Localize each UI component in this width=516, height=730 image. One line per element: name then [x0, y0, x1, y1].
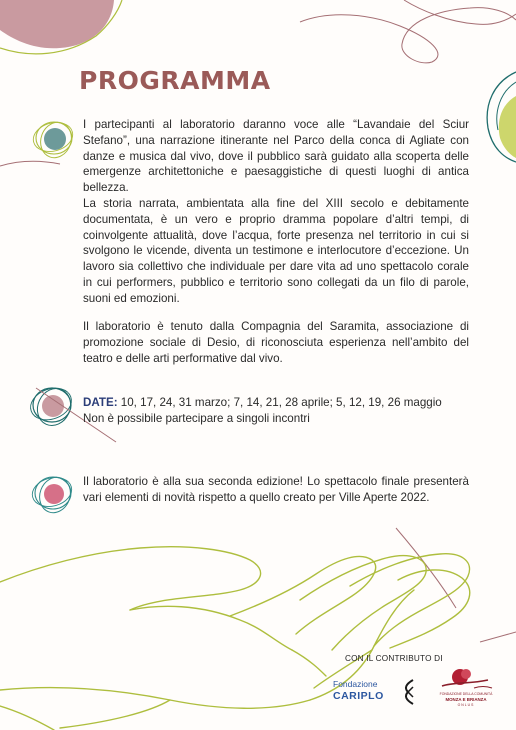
mauve-blob: [0, 0, 114, 48]
monza-caption-3: ONLUS: [457, 703, 475, 707]
right-olive-blob: [499, 96, 516, 158]
cariplo-emblem-icon: [402, 678, 416, 706]
circle-scribble-icon-2: [26, 383, 76, 431]
paragraph-story: La storia narrata, ambientata alla fine del XIII secolo e debitamente documentata, è un vero e proprio dramma popolare d’altri tempi, di coinvolgente attualità, dove l’acqua, forte presenza nel territorio in cui si svolgono le vicende, diventa un testimone e interlocutore d’eccezione. Un lavoro sia collettivo che individuale per dare vita ad uno spettacolo corale in cui performers, pubblico e territorio sono collegati da un filo di parole, suoni ed emozioni.: [83, 197, 469, 305]
olive-arc: [0, 0, 122, 54]
dates-line: [83, 395, 469, 411]
mauve-curve-top: [300, 8, 516, 63]
dates-block: [83, 395, 469, 427]
paragraph-company: Il laboratorio è tenuto dalla Compagnia del Saramita, associazione di promozione sociale di Desio, di riconosciuta esperienza nell’ambito del teatro e delle arti performative dal vivo.: [83, 320, 469, 365]
circle-scribble-icon-1: [30, 118, 76, 162]
monza-emblem-icon: [436, 666, 496, 692]
dates-label: DATE:: [83, 396, 118, 409]
right-teal-arc-2: [497, 82, 516, 130]
bottom-right-mauve-line: [480, 632, 516, 642]
monza-caption-2: MONZA E BRIANZA: [445, 697, 487, 702]
monza-caption-1: FONDAZIONE DELLA COMUNITÀ: [439, 692, 493, 696]
dates-value: 10, 17, 24, 31 marzo; 7, 14, 21, 28 aprile; 5, 12, 19, 26 maggio: [117, 396, 442, 409]
circle-scribble-icon-3: [29, 473, 75, 517]
page-title: PROGRAMMA: [79, 66, 271, 95]
left-mauve-line: [0, 161, 60, 166]
paragraph-edition: Il laboratorio è alla sua seconda edizione! Lo spettacolo finale presenterà vari elementi di novità rispetto a quello creato per Ville Aperte 2022.: [83, 475, 469, 504]
right-mauve-line: [396, 528, 456, 608]
mauve-curve-top-2: [404, 0, 516, 24]
cariplo-line1: Fondazione: [333, 679, 378, 689]
sponsor-label: CON IL CONTRIBUTO DI: [345, 654, 443, 663]
paragraph-intro: I partecipanti al laboratorio daranno voce alle “Lavandaie del Sciur Stefano”, una narrazione itinerante nel Parco della conca di Agliate con danze e musica dal vivo, dove il pubblico sarà guidato alla scoperta delle emergenze architettoniche e paesaggistiche di questi luoghi di antica bellezza.: [83, 118, 469, 195]
right-teal-arc: [487, 72, 516, 162]
cariplo-line2: CARIPLO: [333, 690, 384, 702]
monza-brianza-logo: [436, 666, 496, 710]
attendance-note: Non è possibile partecipare a singoli incontri: [83, 411, 310, 425]
cariplo-logo: [331, 676, 417, 710]
